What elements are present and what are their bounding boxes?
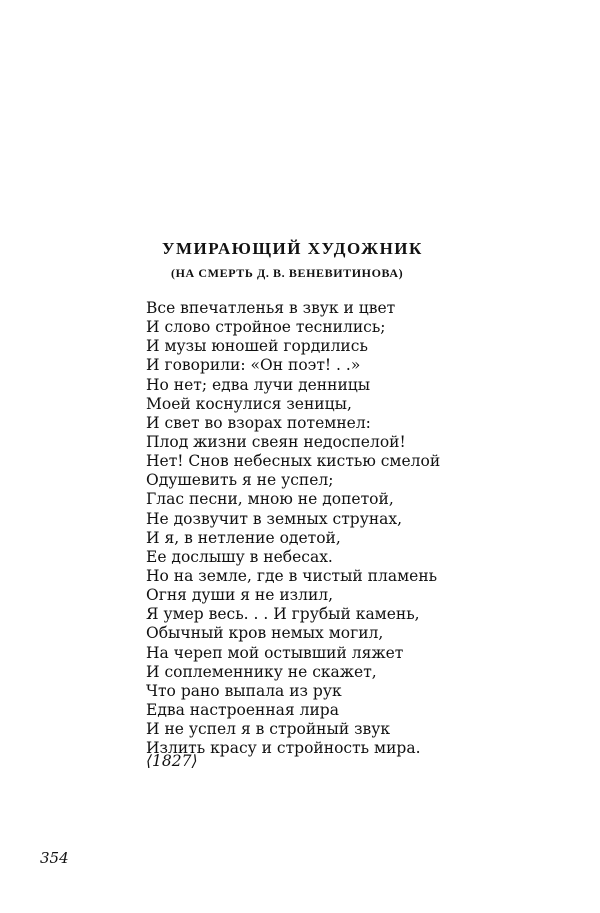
- poem-date: ⟨1827⟩: [146, 752, 198, 770]
- poem-line: И я, в нетление одетой,: [146, 528, 341, 547]
- poem-line: Едва настроенная лира: [146, 700, 339, 719]
- poem-line: Нет! Снов небесных кистью смелой: [146, 452, 441, 471]
- poem-line: И не успел я в стройный звук: [146, 720, 391, 739]
- poem-line: Одушевить я не успел;: [146, 471, 334, 490]
- poem-line: Излить красу и стройность мира.: [146, 739, 421, 758]
- poem-line: На череп мой остывший ляжет: [146, 643, 404, 662]
- poem-line: И говорили: «Он поэт! . .»: [146, 356, 361, 375]
- poem-body: [146, 299, 476, 758]
- poem-line: И музы юношей гордились: [146, 337, 368, 356]
- poem-line: И слово стройное теснились;: [146, 318, 386, 337]
- poem-line: Но на земле, где в чистый пламень: [146, 566, 438, 585]
- poem-line: Обычный кров немых могил,: [146, 624, 384, 643]
- poem-line: Я умер весь. . . И грубый камень,: [146, 605, 420, 624]
- poem-line: Огня души я не излил,: [146, 586, 334, 605]
- poem-subtitle: (НА СМЕРТЬ Д. В. ВЕНЕВИТИНОВА): [171, 266, 404, 280]
- poem-line: И свет во взорах потемнел:: [146, 413, 371, 432]
- page-number: 354: [40, 849, 69, 867]
- poem-line: Все впечатленья в звук и цвет: [146, 299, 396, 317]
- poem-line: Глас песни, мною не допетой,: [146, 490, 394, 509]
- poem-line: Плод жизни свеян недоспелой!: [146, 432, 406, 451]
- poem-line: Моей коснулися зеницы,: [146, 394, 352, 413]
- poem-line: Ее дослышу в небесах.: [146, 547, 333, 566]
- poem-title: УМИРАЮЩИЙ ХУДОЖНИК: [162, 239, 423, 258]
- poem-line: И соплеменнику не скажет,: [146, 662, 377, 681]
- poem-line: Но нет; едва лучи денницы: [146, 375, 371, 394]
- poem-line: Не дозвучит в земных струнах,: [146, 509, 403, 528]
- poem-line: Что рано выпала из рук: [146, 681, 342, 700]
